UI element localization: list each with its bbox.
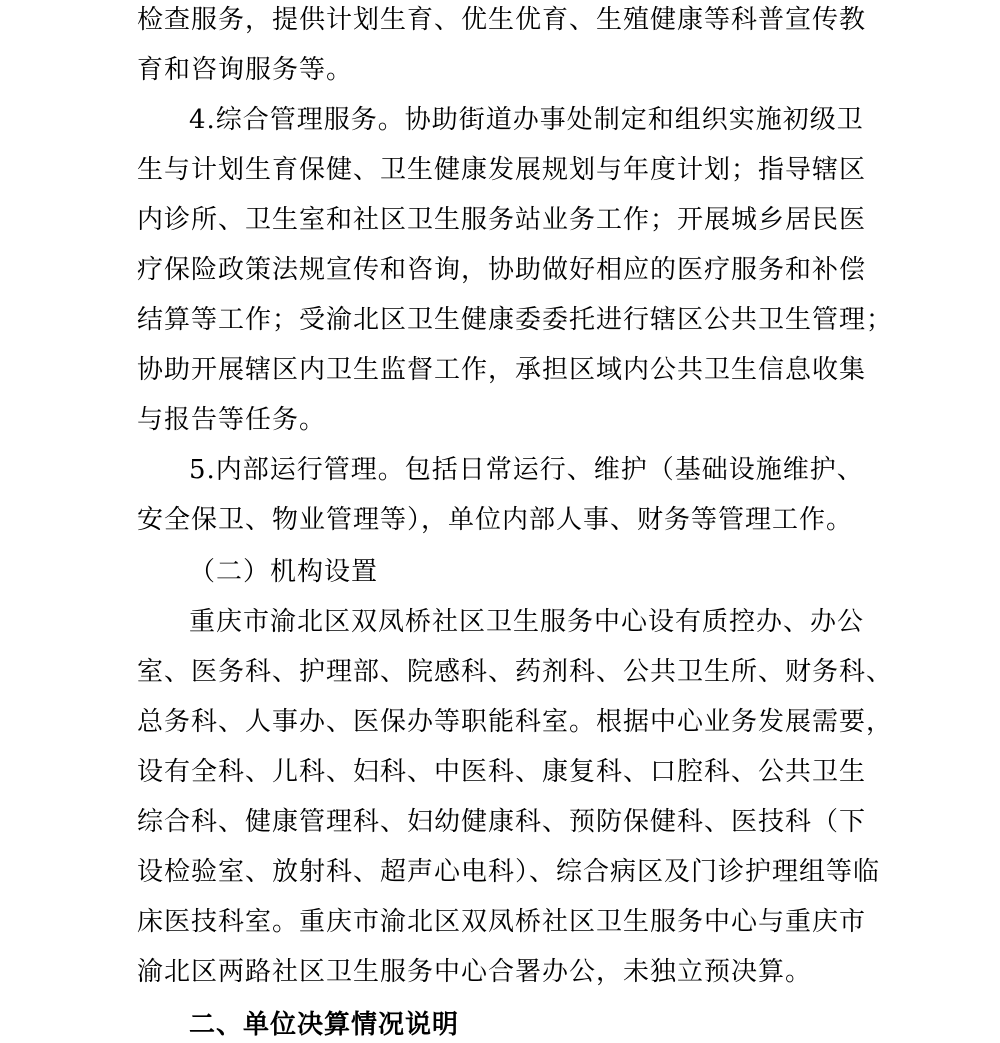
- section-subheading: （二）机构设置: [189, 557, 379, 587]
- paragraph-line: 内诊所、卫生室和社区卫生服务站业务工作；开展城乡居民医: [137, 205, 867, 235]
- paragraph-line: 床医技科室。重庆市渝北区双凤桥社区卫生服务中心与重庆市: [137, 907, 867, 937]
- paragraph-line: 疗保险政策法规宣传和咨询，协助做好相应的医疗服务和补偿: [137, 255, 867, 285]
- paragraph-line: 与报告等任务。: [137, 405, 327, 435]
- paragraph-line: 重庆市渝北区双凤桥社区卫生服务中心设有质控办、办公: [189, 607, 865, 637]
- paragraph-line: 室、医务科、护理部、院感科、药剂科、公共卫生所、财务科、: [137, 657, 894, 687]
- paragraph-line: 总务科、人事办、医保办等职能科室。根据中心业务发展需要，: [137, 707, 894, 737]
- paragraph-line: 设有全科、儿科、妇科、中医科、康复科、口腔科、公共卫生: [137, 757, 867, 787]
- item-heading-line: 5.内部运行管理。包括日常运行、维护（基础设施维护、: [189, 455, 864, 485]
- item-heading-line: 4.综合管理服务。协助街道办事处制定和组织实施初级卫: [189, 105, 864, 135]
- section-heading: 二、单位决算情况说明: [189, 1010, 460, 1040]
- paragraph-line: 协助开展辖区内卫生监督工作，承担区域内公共卫生信息收集: [137, 355, 867, 385]
- paragraph-line: 育和咨询服务等。: [137, 55, 354, 85]
- paragraph-line: 结算等工作；受渝北区卫生健康委委托进行辖区公共卫生管理；: [137, 305, 894, 335]
- paragraph-line: 综合科、健康管理科、妇幼健康科、预防保健科、医技科（下: [137, 807, 867, 837]
- paragraph-line: 检查服务，提供计划生育、优生优育、生殖健康等科普宣传教: [137, 5, 867, 35]
- paragraph-line: 生与计划生育保健、卫生健康发展规划与年度计划；指导辖区: [137, 155, 867, 185]
- paragraph-line: 设检验室、放射科、超声心电科）、综合病区及门诊护理组等临: [137, 857, 881, 887]
- paragraph-line: 渝北区两路社区卫生服务中心合署办公，未独立预决算。: [137, 957, 813, 987]
- paragraph-line: 安全保卫、物业管理等），单位内部人事、财务等管理工作。: [137, 505, 854, 535]
